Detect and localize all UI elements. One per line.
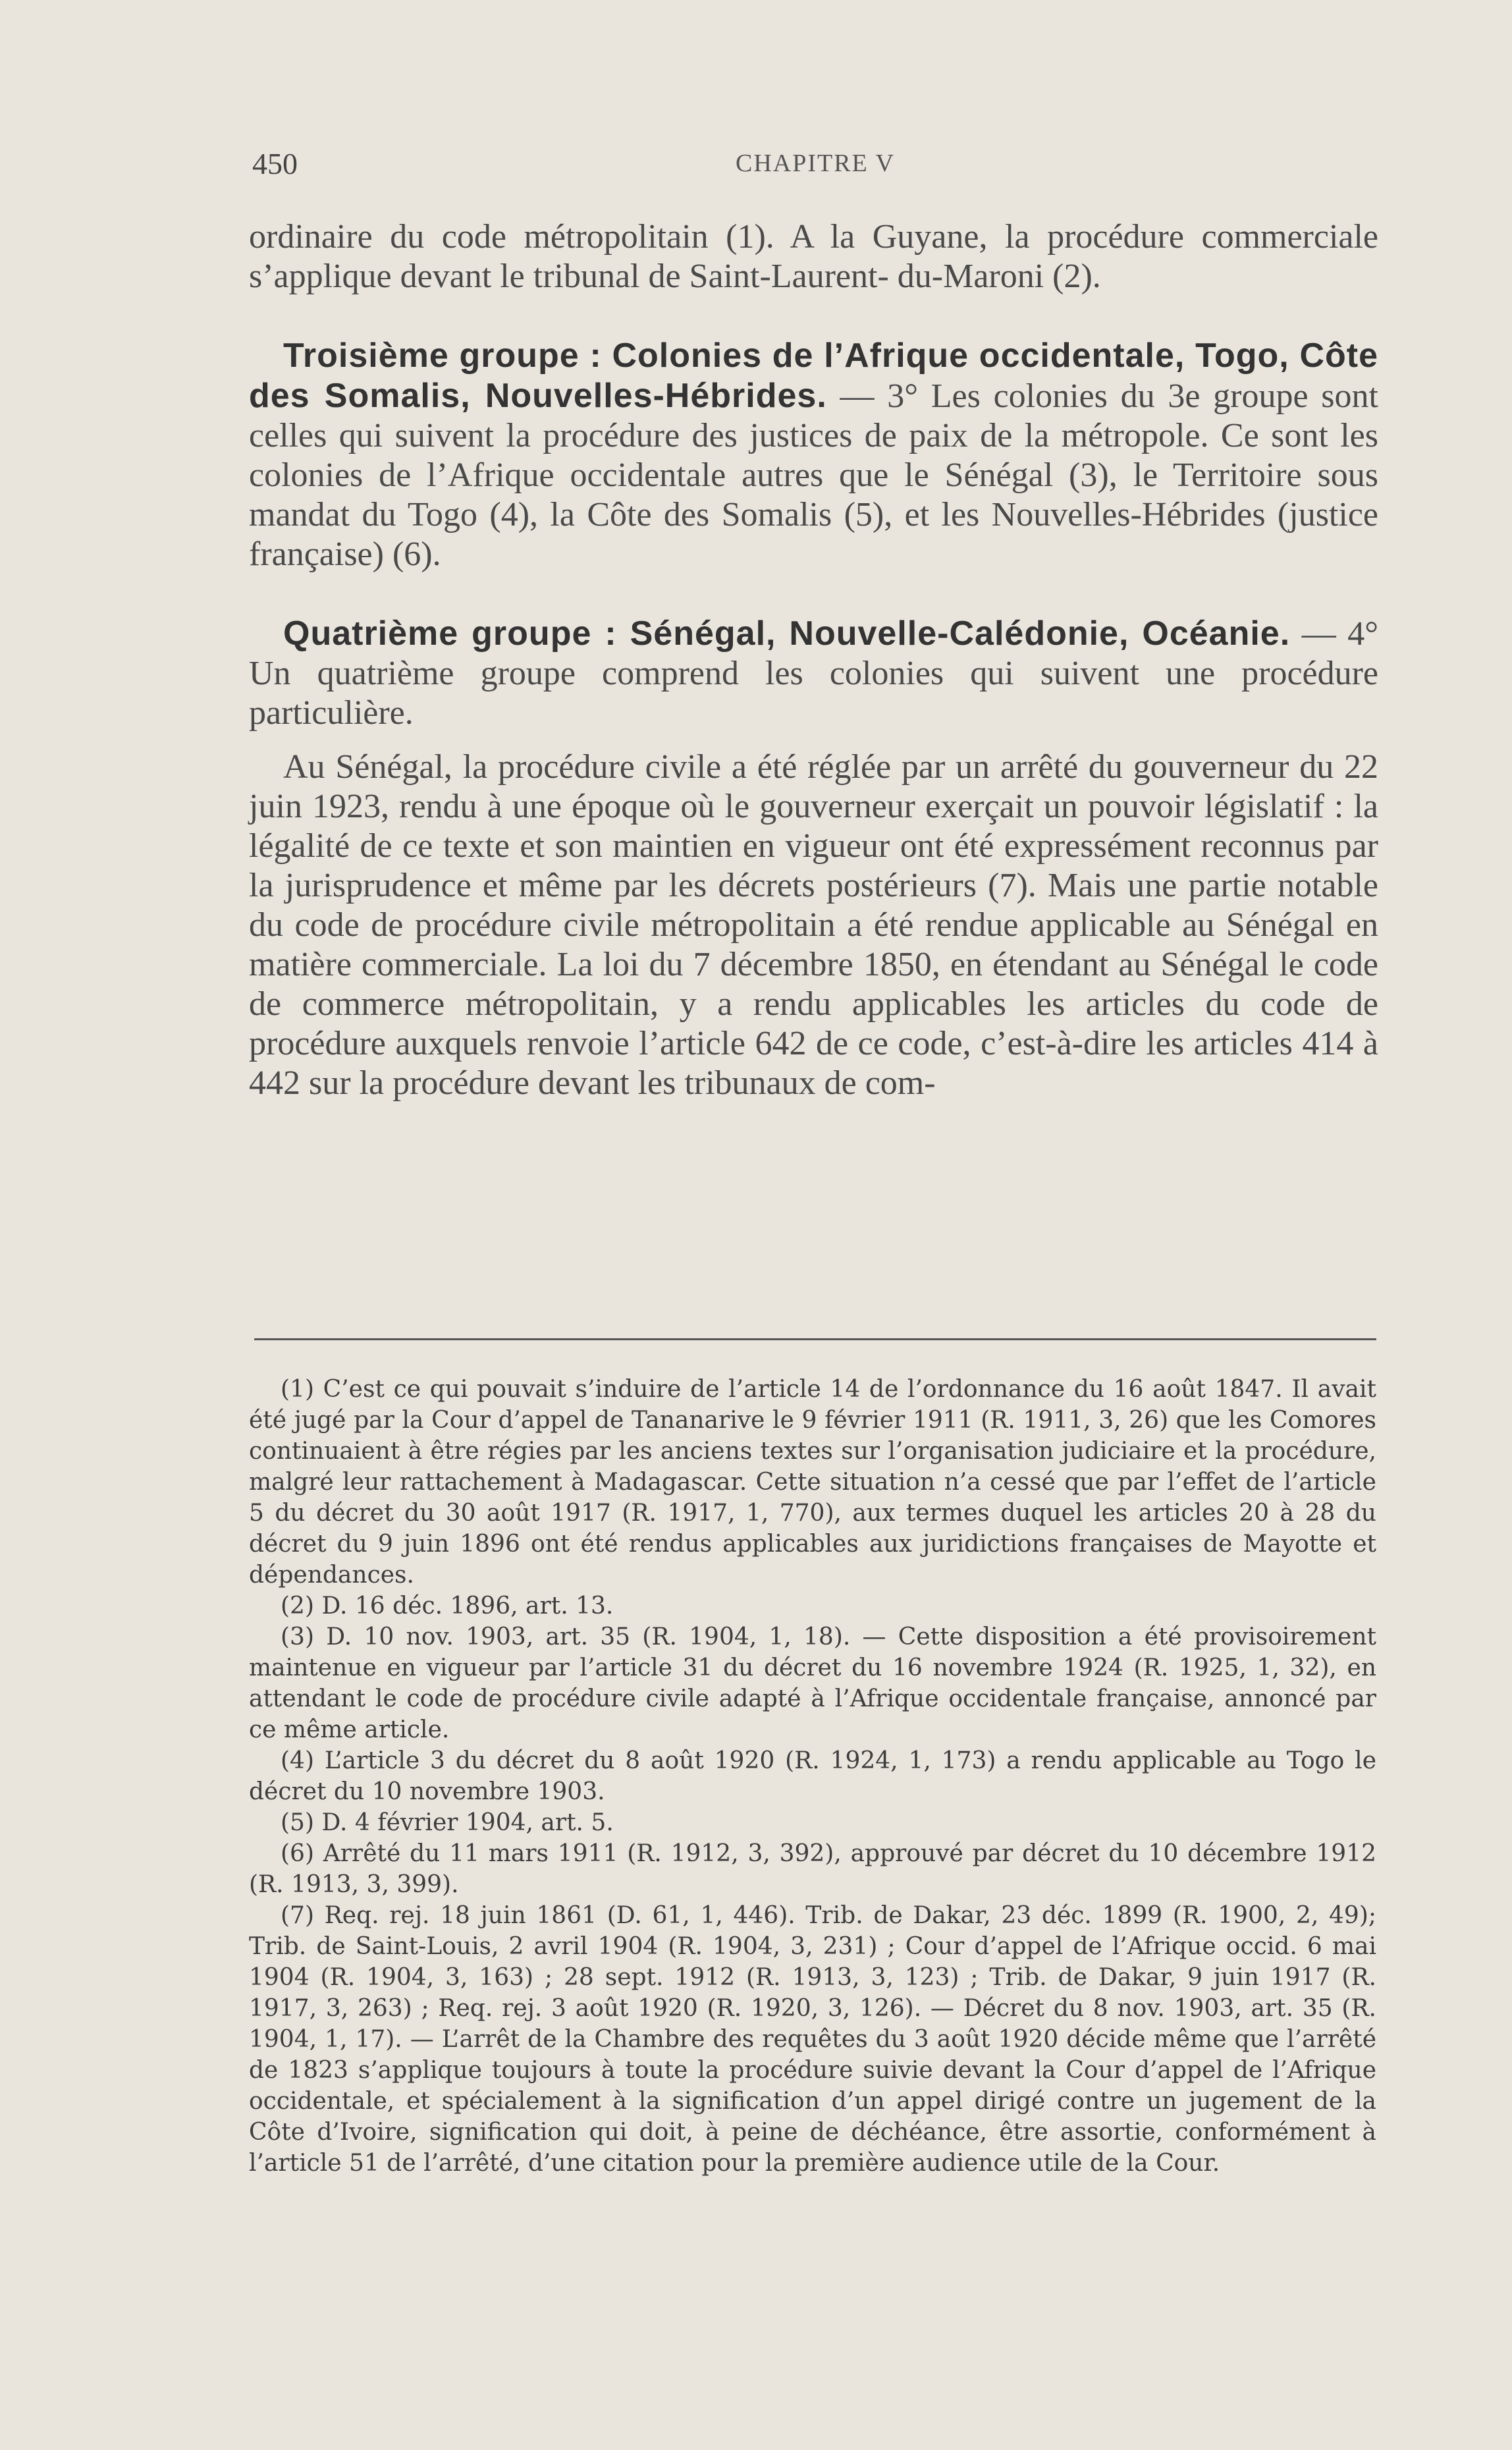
page-header <box>252 146 1378 186</box>
footnote: (2) D. 16 déc. 1896, art. 13. <box>281 1592 614 1620</box>
paragraph-text: — 3° Les colonies du 3e groupe sont celles qui suivent la procédure des justices de paix de la métropole. Ce sont les colonies de l’Afrique occidentale autres que le Sénégal (3), le Territoire sous mandat du Togo (4), la Côte des Somalis (5), et les Nouvelles-Hébrides (justice française) (6). <box>249 377 1378 573</box>
paragraph-continuation: ordinaire du code métropolitain (1). A la Guyane, la procédure commerciale s’applique devant le tribunal de Saint-Laurent- du-Maroni (2). <box>249 218 1378 295</box>
footnote: (1) C’est ce qui pouvait s’induire de l’article 14 de l’ordonnance du 16 août 1847. Il avait été jugé par la Cour d’appel de Tananarive le 9 février 1911 (R. 1911, 3, 26) que les Comores continuaient à être régies par les anciens textes sur l’organisation judiciaire et la procédure, malgré leur rattachement à Madagascar. Cette situation n’a cessé que par l’effet de l’article 5 du décret du 30 août 1917 (R. 1917, 1, 770), aux termes duquel les articles 20 à 28 du décret du 9 juin 1896 ont été rendus applicables aux juridictions françaises de Mayotte et dépendances. <box>249 1376 1376 1589</box>
footnote: (6) Arrêté du 11 mars 1911 (R. 1912, 3, 392), approuvé par décret du 10 décembre 1912 (R. 1913, 3, 399). <box>249 1840 1376 1898</box>
footnote-divider <box>254 1338 1376 1340</box>
paragraph-text: — 4° Un quatrième groupe comprend les colonies qui suivent une procédure particulière. <box>249 615 1379 732</box>
paragraph-fourth-group <box>249 614 1378 733</box>
footnote: (5) D. 4 février 1904, art. 5. <box>281 1809 614 1836</box>
main-text <box>249 217 1378 1103</box>
section-heading-fourth-group: Quatrième groupe : Sénégal, Nouvelle-Calédonie, Océanie. <box>283 614 1291 653</box>
footnote: (7) Req. rej. 18 juin 1861 (D. 61, 1, 446). Trib. de Dakar, 23 déc. 1899 (R. 1900, 2, 49); Trib. de Saint-Louis, 2 avril 1904 (R. 1904, 3, 231) ; Cour d’appel de l’Afrique occid. 6 mai 1904 (R. 1904, 3, 163) ; 28 sept. 1912 (R. 1913, 3, 123) ; Trib. de Dakar, 9 juin 1917 (R. 1917, 3, 263) ; Req. rej. 3 août 1920 (R. 1920, 3, 126). — Décret du 8 nov. 1903, art. 35 (R. 1904, 1, 17). — L’arrêt de la Chambre des requêtes du 3 août 1920 décide même que l’arrêté de 1823 s’applique toujours à toute la procédure suivie devant la Cour d’appel de l’Afrique occidentale, et spécialement à la signification d’un appel dirigé contre un jugement de la Côte d’Ivoire, signification qui doit, à peine de déchéance, être assortie, conformément à l’article 51 de l’arrêté, d’une citation pour la première audience utile de la Cour. <box>249 1902 1376 2177</box>
paragraph-senegal: Au Sénégal, la procédure civile a été réglée par un arrêté du gouverneur du 22 juin 1923, rendu à une époque où le gouverneur exerçait un pouvoir législatif : la légalité de ce texte et son maintien en vigueur ont été expressément reconnus par la jurisprudence et même par les décrets postérieurs (7). Mais une partie notable du code de procédure civile métropolitain a été rendue applicable au Sénégal en matière commerciale. La loi du 7 décembre 1850, en étendant au Sénégal le code de commerce métropolitain, y a rendu applicables les articles du code de procédure auxquels renvoie l’article 642 de ce code, c’est-à-dire les articles 414 à 442 sur la procédure devant les tribunaux de com- <box>249 748 1378 1102</box>
footnote: (3) D. 10 nov. 1903, art. 35 (R. 1904, 1, 18). — Cette disposition a été provisoirement maintenue en vigueur par l’article 31 du décret du 16 novembre 1924 (R. 1925, 1, 32), en attendant le code de procédure civile adapté à l’Afrique occidentale française, annoncé par ce même article. <box>249 1623 1376 1743</box>
page-number: 450 <box>252 147 298 180</box>
section-heading-third-group: Troisième groupe : Colonies de l’Afrique occidentale, Togo, Côte des Somalis, Nouvelles-Hébrides. <box>249 337 1378 415</box>
footnote: (4) L’article 3 du décret du 8 août 1920 (R. 1924, 1, 173) a rendu applicable au Togo le décret du 10 novembre 1903. <box>249 1747 1376 1805</box>
running-head: CHAPITRE V <box>735 150 896 177</box>
paragraph-third-group <box>249 336 1378 574</box>
footnotes <box>249 1374 1376 2179</box>
